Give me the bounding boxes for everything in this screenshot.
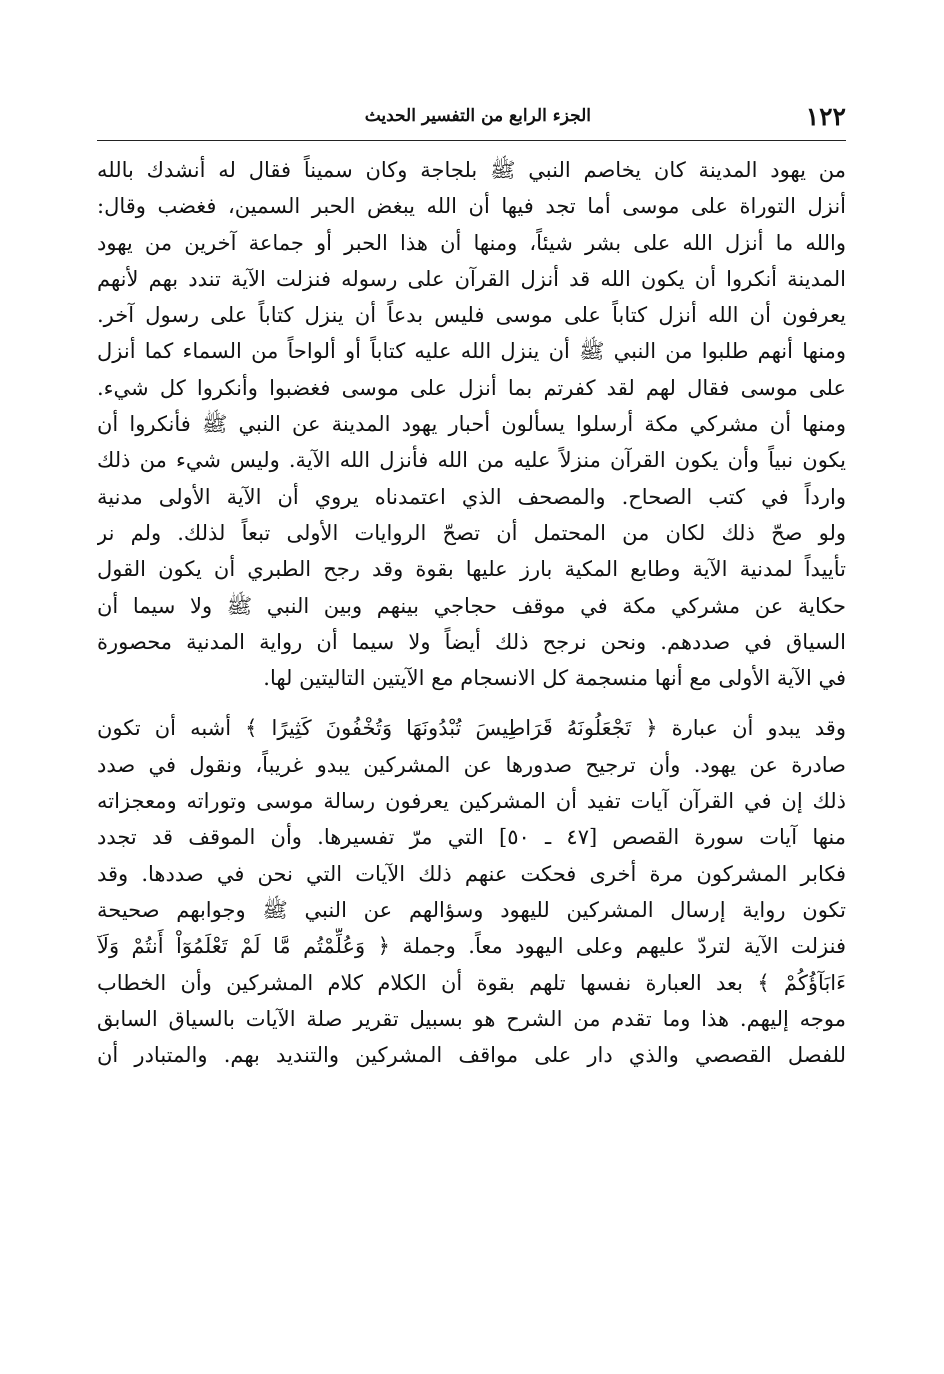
text-line: ومنها أنهم طلبوا من النبي ﷺ أن ينزل الله عليه كتاباً أو ألواحاً من السماء كما أنزل xyxy=(97,339,846,364)
text-line: تكون رواية إرسال المشركين لليهود وسؤالهم عن النبي ﷺ وجوابهم صحيحة xyxy=(97,897,846,922)
text-line: منها آيات سورة القصص [٤٧ ـ ٥٠] التي مرّ تفسيرها. وأن الموقف قد تجدد xyxy=(97,825,846,850)
text-line: المدينة أنكروا أن يكون الله قد أنزل القرآن على رسوله فنزلت الآية تندد بهم لأنهم xyxy=(97,266,846,291)
text-line: أنزل التوراة على موسى أما تجد فيها أن الله يبغض الحبر السمين، فغضب وقال: xyxy=(97,194,846,219)
running-title: الجزء الرابع من التفسير الحديث xyxy=(364,106,591,126)
text-line: من يهود المدينة كان يخاصم النبي ﷺ بلجاجة وكان سميناً فقال له أنشدك بالله xyxy=(97,158,846,182)
text-line-with-quran-quote: ءَابَآؤُكُمْ ﴾ بعد العبارة نفسها تلهم بقوة أن الكلام كلام المشركين وأن الخطاب xyxy=(97,970,846,995)
page-number: ١٢٢ xyxy=(805,102,846,131)
text-line: يعرفون أن الله أنزل كتاباً على موسى فليس بدعاً أن ينزل كتاباً على رسول آخر. xyxy=(97,303,846,328)
text-line: للفصل القصصي والذي دار على مواقف المشركين والتنديد بهم. والمتبادر أن xyxy=(97,1043,846,1068)
body-text xyxy=(97,152,846,1073)
paragraph-1 xyxy=(97,152,846,696)
text-line: ومنها أن مشركي مكة أرسلوا يسألون أحبار يهود المدينة عن النبي ﷺ فأنكروا أن xyxy=(97,412,846,437)
text-line: في الآية الأولى مع أنها منسجمة كل الانسجام مع الآيتين التاليتين لها. xyxy=(263,666,846,691)
header-divider xyxy=(97,140,846,141)
text-line: على موسى فقال لهم لقد كفرتم بما أنزل على موسى فغضبوا وأنكروا كل شيء. xyxy=(97,375,846,400)
paragraph-2 xyxy=(97,710,846,1073)
text-line: فكابر المشركون مرة أخرى فحكت عنهم ذلك الآيات التي نحن في صددها. وقد xyxy=(97,861,846,886)
text-line-with-quran-quote: فنزلت الآية لتردّ عليهم وعلى اليهود معاً. وجملة ﴿ وَعُلِّمْتُم مَّا لَمْ تَعْلَمُوٓاْ أَنتُمْ وَلَآ xyxy=(97,934,846,959)
text-line: موجه إليهم. هذا وما تقدم من الشرح هو بسبيل تقرير صلة الآيات بالسياق السابق xyxy=(97,1006,846,1031)
text-line: تأييداً لمدنية الآية وطابع المكية بارز عليها بقوة وقد رجح الطبري أن يكون القول xyxy=(97,557,846,582)
page-header xyxy=(97,100,846,138)
text-line: حكاية عن مشركي مكة في موقف حجاجي بينهم وبين النبي ﷺ ولا سيما أن xyxy=(97,593,846,618)
text-line: وارداً في كتب الصحاح. والمصحف الذي اعتمدناه يروي أن الآية الأولى مدنية xyxy=(97,484,846,509)
text-line: صادرة عن يهود. وأن ترجيح صدورها عن المشركين يبدو غريباً، ونقول في صدد xyxy=(97,752,846,777)
text-line: ذلك إن في القرآن آيات تفيد أن المشركين يعرفون رسالة موسى وتوراته ومعجزاته xyxy=(97,789,846,814)
text-line: والله ما أنزل الله على بشر شيئاً، ومنها أن هذا الحبر أو جماعة آخرين من يهود xyxy=(97,230,846,255)
paragraph-spacer xyxy=(97,696,846,710)
text-line: ولو صحّ ذلك لكان من المحتمل أن تصحّ الروايات الأولى تبعاً لذلك. ولم نر xyxy=(97,520,846,545)
text-line: السياق في صددهم. ونحن نرجح ذلك أيضاً ولا سيما أن رواية المدنية محصورة xyxy=(97,629,846,654)
text-line-with-quran-quote: وقد يبدو أن عبارة ﴿ تَجْعَلُونَهُ قَرَاطِيسَ تُبْدُونَهَا وَتُخْفُونَ كَثِيرًا ﴾ أشبه أن تكون xyxy=(97,716,846,741)
text-line: يكون نبياً وأن يكون القرآن منزلاً عليه من الله فأنزل الله الآية. وليس شيء من ذلك xyxy=(97,448,846,473)
